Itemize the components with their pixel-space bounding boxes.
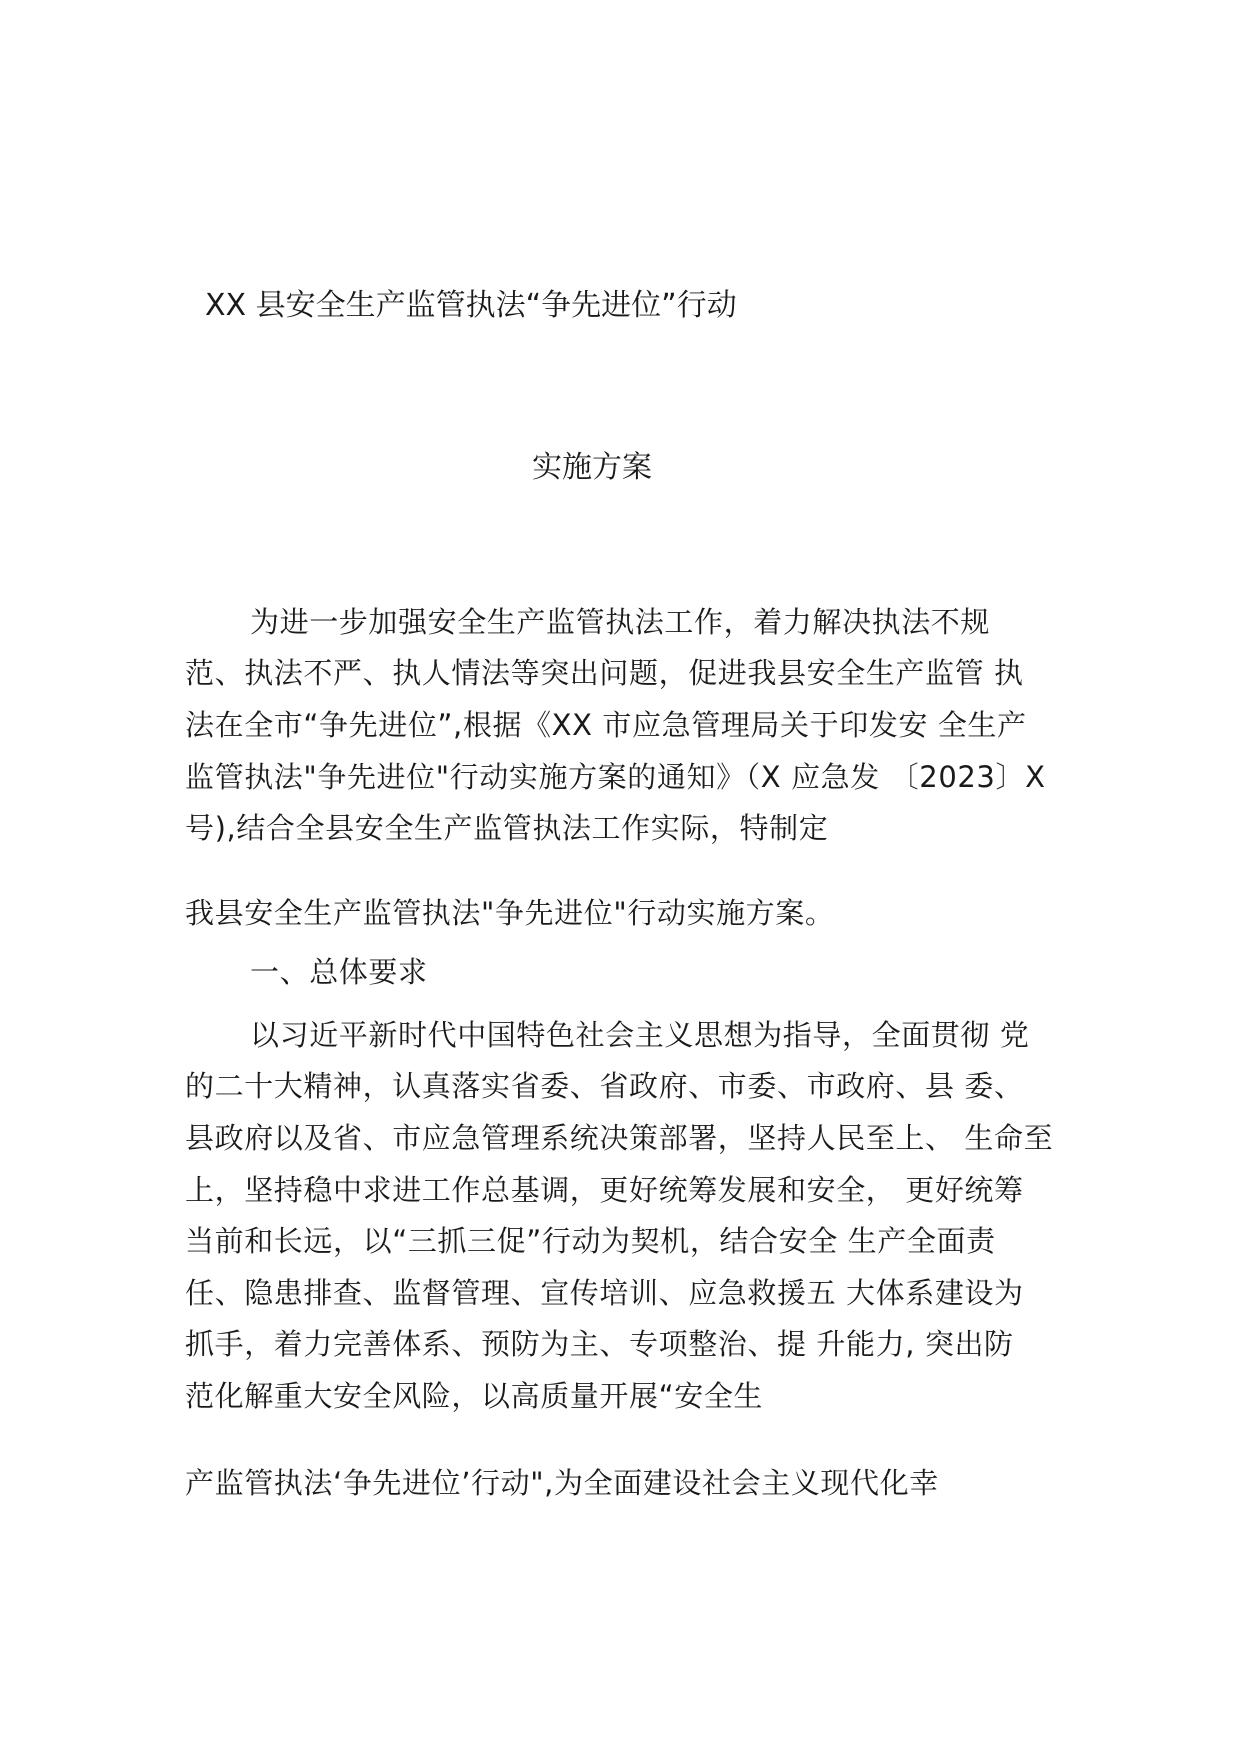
document-subtitle: 实施方案 [532,450,652,485]
paragraph-line: 法在全市“争先进位”,根据《XX 市应急管理局关于印发安 全生产 [185,708,1027,742]
document-title: XX 县安全生产监管执法“争先进位”行动 [205,288,737,323]
paragraph-line: 抓手，着力完善体系、预防为主、专项整治、提 升能力, 突出防 [185,1327,1014,1361]
section-heading: 一、总体要求 [250,955,428,989]
paragraph-line: 以习近平新时代中国特色社会主义思想为指导，全面贯彻 党 [250,1018,1030,1052]
paragraph-line: 的二十大精神，认真落实省委、省政府、市委、市政府、县 委、 [185,1069,1024,1103]
paragraph-line: 为进一步加强安全生产监管执法工作，着力解决执法不规 [250,605,991,639]
paragraph-line: 产监管执法‘争先进位’行动",为全面建设社会主义现代化幸 [185,1466,939,1500]
paragraph-line: 我县安全生产监管执法"争先进位"行动实施方案。 [185,896,835,930]
paragraph-line: 任、隐患排查、监督管理、宣传培训、应急救援五 大体系建设为 [185,1276,1024,1310]
paragraph-line: 县政府以及省、市应急管理系统决策部署，坚持人民至上、 生命至 [185,1121,1054,1155]
paragraph-line: 上，坚持稳中求进工作总基调，更好统筹发展和安全， 更好统筹 [185,1173,1024,1207]
paragraph-line: 范、执法不严、执人情法等突出问题，促进我县安全生产监管 执 [185,656,1024,690]
paragraph-line: 范化解重大安全风险，以高质量开展“安全生 [185,1379,764,1413]
paragraph-line: 号),结合全县安全生产监管执法工作实际，特制定 [185,811,829,845]
paragraph-line: 当前和长远，以“三抓三促”行动为契机，结合安全 生产全面责 [185,1224,996,1258]
paragraph-line: 监管执法"争先进位"行动实施方案的通知》（X 应急发 〔2023〕X [185,760,1046,794]
